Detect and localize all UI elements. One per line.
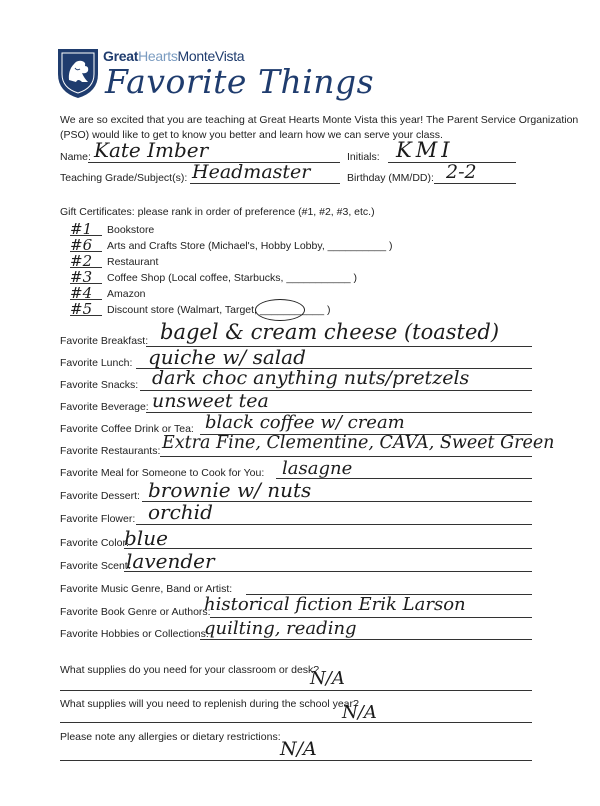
brand-hearts: Hearts: [138, 48, 178, 64]
allergies-label: Please note any allergies or dietary restrictions:: [60, 731, 281, 743]
intro-paragraph: We are so excited that you are teaching at Great Hearts Monte Vista this year! The Parent Service Organization (PSO) would like to get to know you better and learn how we can serve your class.: [60, 114, 579, 141]
brand-monte-vista: MonteVista: [177, 48, 245, 64]
coffee-field[interactable]: black coffee w/ cream: [205, 412, 405, 433]
restaurants-label: Favorite Restaurants:: [60, 445, 161, 457]
lunch-label: Favorite Lunch:: [60, 357, 133, 369]
snacks-field[interactable]: dark choc anything nuts/pretzels: [152, 367, 470, 389]
scent-field[interactable]: lavender: [126, 549, 215, 573]
scent-label: Favorite Scent:: [60, 560, 131, 572]
dessert-field[interactable]: brownie w/ nuts: [148, 478, 312, 502]
lion-shield-icon: [55, 46, 101, 100]
coffee-label: Favorite Coffee Drink or Tea:: [60, 423, 194, 435]
grade-field[interactable]: Headmaster: [192, 161, 311, 183]
gift-label-restaurant: Restaurant: [107, 256, 159, 268]
dessert-label: Favorite Dessert:: [60, 490, 140, 502]
flower-field[interactable]: orchid: [148, 500, 213, 524]
gift-label-coffee: Coffee Shop (Local coffee, Starbucks, ___________ ): [107, 272, 358, 284]
book-label: Favorite Book Genre or Authors:: [60, 606, 211, 618]
page-title: Favorite Things: [105, 62, 375, 101]
beverage-label: Favorite Beverage:: [60, 401, 149, 413]
birthday-field[interactable]: 2-2: [446, 161, 477, 183]
replenish-supplies-label: What supplies will you need to replenish during the school year?: [60, 698, 359, 710]
header-logo: [55, 40, 385, 110]
hobbies-field[interactable]: quilting, reading: [204, 618, 357, 639]
breakfast-label: Favorite Breakfast:: [60, 335, 149, 347]
classroom-supplies-label: What supplies do you need for your classroom or desk?: [60, 664, 320, 676]
gift-label-discount: Discount store (Walmart, Target, ___________ ): [107, 304, 331, 316]
gift-rank-arts-crafts[interactable]: #6: [70, 236, 93, 254]
grade-label: Teaching Grade/Subject(s):: [60, 172, 188, 184]
restaurants-field[interactable]: Extra Fine, Clementine, CAVA, Sweet Green: [162, 433, 555, 453]
hobbies-label: Favorite Hobbies or Collections:: [60, 628, 209, 640]
name-field[interactable]: Kate Imber: [94, 138, 209, 162]
brand-great: Great: [103, 48, 139, 64]
meal-field[interactable]: lasagne: [282, 458, 353, 479]
meal-label: Favorite Meal for Someone to Cook for You:: [60, 467, 265, 479]
gift-rank-coffee[interactable]: #3: [70, 268, 93, 286]
allergies-field[interactable]: N/A: [280, 738, 317, 760]
gift-rank-bookstore[interactable]: #1: [70, 220, 93, 238]
snacks-label: Favorite Snacks:: [60, 379, 139, 391]
gift-label-arts-crafts: Arts and Crafts Store (Michael's, Hobby Lobby, __________ ): [107, 240, 393, 252]
beverage-field[interactable]: unsweet tea: [152, 390, 269, 412]
breakfast-field[interactable]: bagel & cream cheese (toasted): [160, 320, 500, 344]
gift-rank-discount[interactable]: #5: [70, 300, 93, 318]
name-label: Name:: [60, 151, 91, 163]
classroom-supplies-field[interactable]: N/A: [310, 668, 345, 689]
target-circle-mark: [255, 299, 305, 321]
color-label: Favorite Color:: [60, 537, 129, 549]
birthday-label: Birthday (MM/DD):: [347, 172, 434, 184]
book-field[interactable]: historical fiction Erik Larson: [204, 594, 466, 615]
gift-rank-amazon[interactable]: #4: [70, 284, 93, 302]
flower-label: Favorite Flower:: [60, 513, 136, 525]
gift-heading: Gift Certificates: please rank in order of preference (#1, #2, #3, etc.): [60, 206, 375, 218]
color-field[interactable]: blue: [124, 526, 168, 550]
lunch-field[interactable]: quiche w/ salad: [148, 345, 306, 369]
grade-line: [190, 183, 340, 184]
gift-rank-restaurant[interactable]: #2: [70, 252, 93, 270]
replenish-supplies-field[interactable]: N/A: [342, 702, 377, 723]
birthday-line: [434, 183, 516, 184]
initials-label: Initials:: [347, 151, 380, 163]
gift-label-bookstore: Bookstore: [107, 224, 155, 236]
gift-label-amazon: Amazon: [107, 288, 146, 300]
music-label: Favorite Music Genre, Band or Artist:: [60, 583, 233, 595]
initials-field[interactable]: KMI: [396, 138, 454, 162]
